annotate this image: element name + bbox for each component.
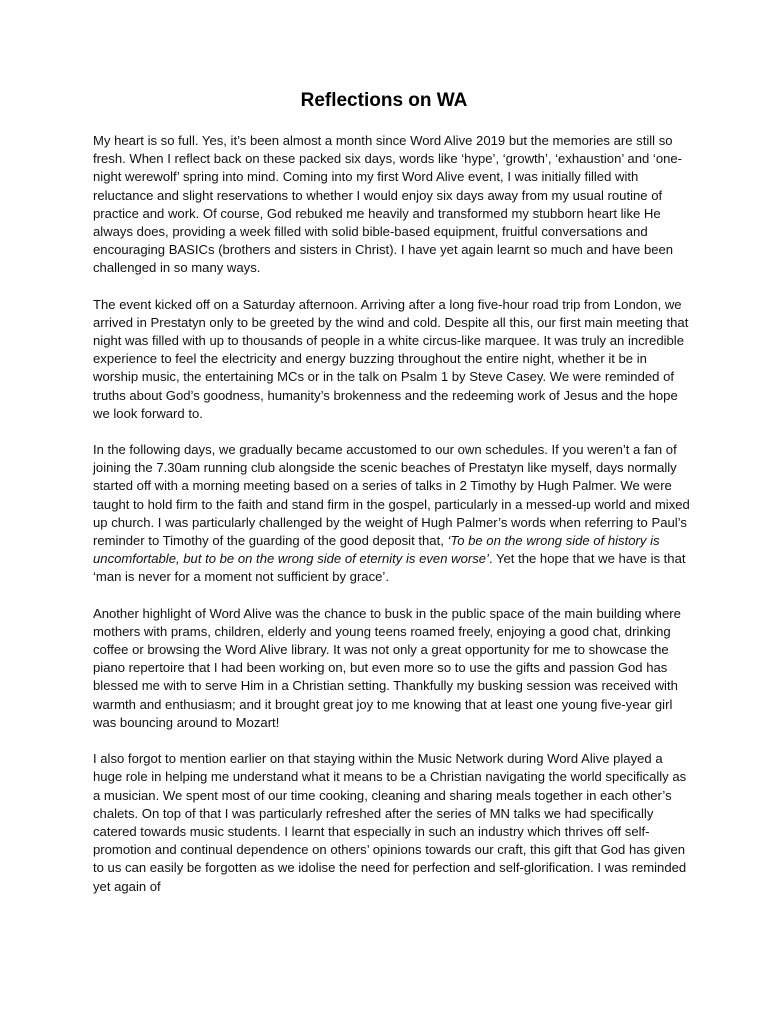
paragraph-1: My heart is so full. Yes, it’s been almost a month since Word Alive 2019 but the memories are still so fresh. When I reflect back on these packed six days, words like ‘hype’, ‘growth’, ‘exhaustion’ and ‘one-night werewolf’ spring into mind. Coming into my first Word Alive event, I was initially filled with reluctance and slight reservations to whether I would enjoy six days away from my usual routine of practice and work. Of course, God rebuked me heavily and transformed my stubborn heart like He always does, providing a week filled with solid bible-based equipment, fruitful conversations and encouraging BASICs (brothers and sisters in Christ). I have yet again learnt so much and have been challenged in so many ways. [93, 133, 683, 276]
paragraph-3-text-after: . Yet the hope that we have is that ‘man is never for a moment not sufficient by grace’. [93, 551, 686, 585]
paragraph-5: I also forgot to mention earlier on that staying within the Music Network during Word Alive played a huge role in helping me understand what it means to be a Christian navigating the world specifically as a musician. We spent most of our time cooking, cleaning and sharing meals together in each other’s chalets. On top of that I was particularly refreshed after the series of MN talks we had specifically catered towards music students. I learnt that especially in such an industry which thrives off self-promotion and continual dependence on others’ opinions towards our craft, this gift that God has given to us can easily be forgotten as we idolise the need for perfection and self-glorification. I was reminded yet again of [93, 751, 687, 894]
document-body [93, 132, 695, 914]
paragraph-3 [93, 441, 695, 587]
paragraph-3-text-before: In the following days, we gradually became accustomed to our own schedules. If you weren’t a fan of joining the 7.30am running club alongside the scenic beaches of Prestatyn like myself, days normally started off with a morning meeting based on a series of talks in 2 Timothy by Hugh Palmer. We were taught to hold firm to the faith and stand firm in the gospel, particularly in a messed-up world and mixed up church. I was particularly challenged by the weight of Hugh Palmer’s words when referring to Paul’s reminder to Timothy of the guarding of the good deposit that, [93, 442, 690, 549]
paragraph-4: Another highlight of Word Alive was the chance to busk in the public space of the main building where mothers with prams, children, elderly and young teens roamed freely, enjoying a good chat, drinking coffee or browsing the Word Alive library. It was not only a great opportunity for me to showcase the piano repertoire that I had been working on, but even more so to use the gifts and passion God has blessed me with to serve Him in a Christian setting. Thankfully my busking session was received with warmth and enthusiasm; and it brought great joy to me knowing that at least one young five-year girl was bouncing around to Mozart! [93, 605, 681, 730]
paragraph-2: The event kicked off on a Saturday afternoon. Arriving after a long five-hour road trip from London, we arrived in Prestatyn only to be greeted by the wind and cold. Despite all this, our first main meeting that night was filled with up to thousands of people in a white circus-like marquee. It was truly an incredible experience to feel the electricity and energy buzzing throughout the entire night, whether it be in worship music, the entertaining MCs or in the talk on Psalm 1 by Steve Casey. We were reminded of truths about God’s goodness, humanity’s brokenness and the redeeming work of Jesus and the hope we look forward to. [93, 296, 689, 421]
document-title: Reflections on WA [300, 90, 468, 111]
paragraph-3-quote: ‘To be on the wrong side of history is uncomfortable, but to be on the wrong side of eternity is even worse’ [93, 533, 660, 567]
